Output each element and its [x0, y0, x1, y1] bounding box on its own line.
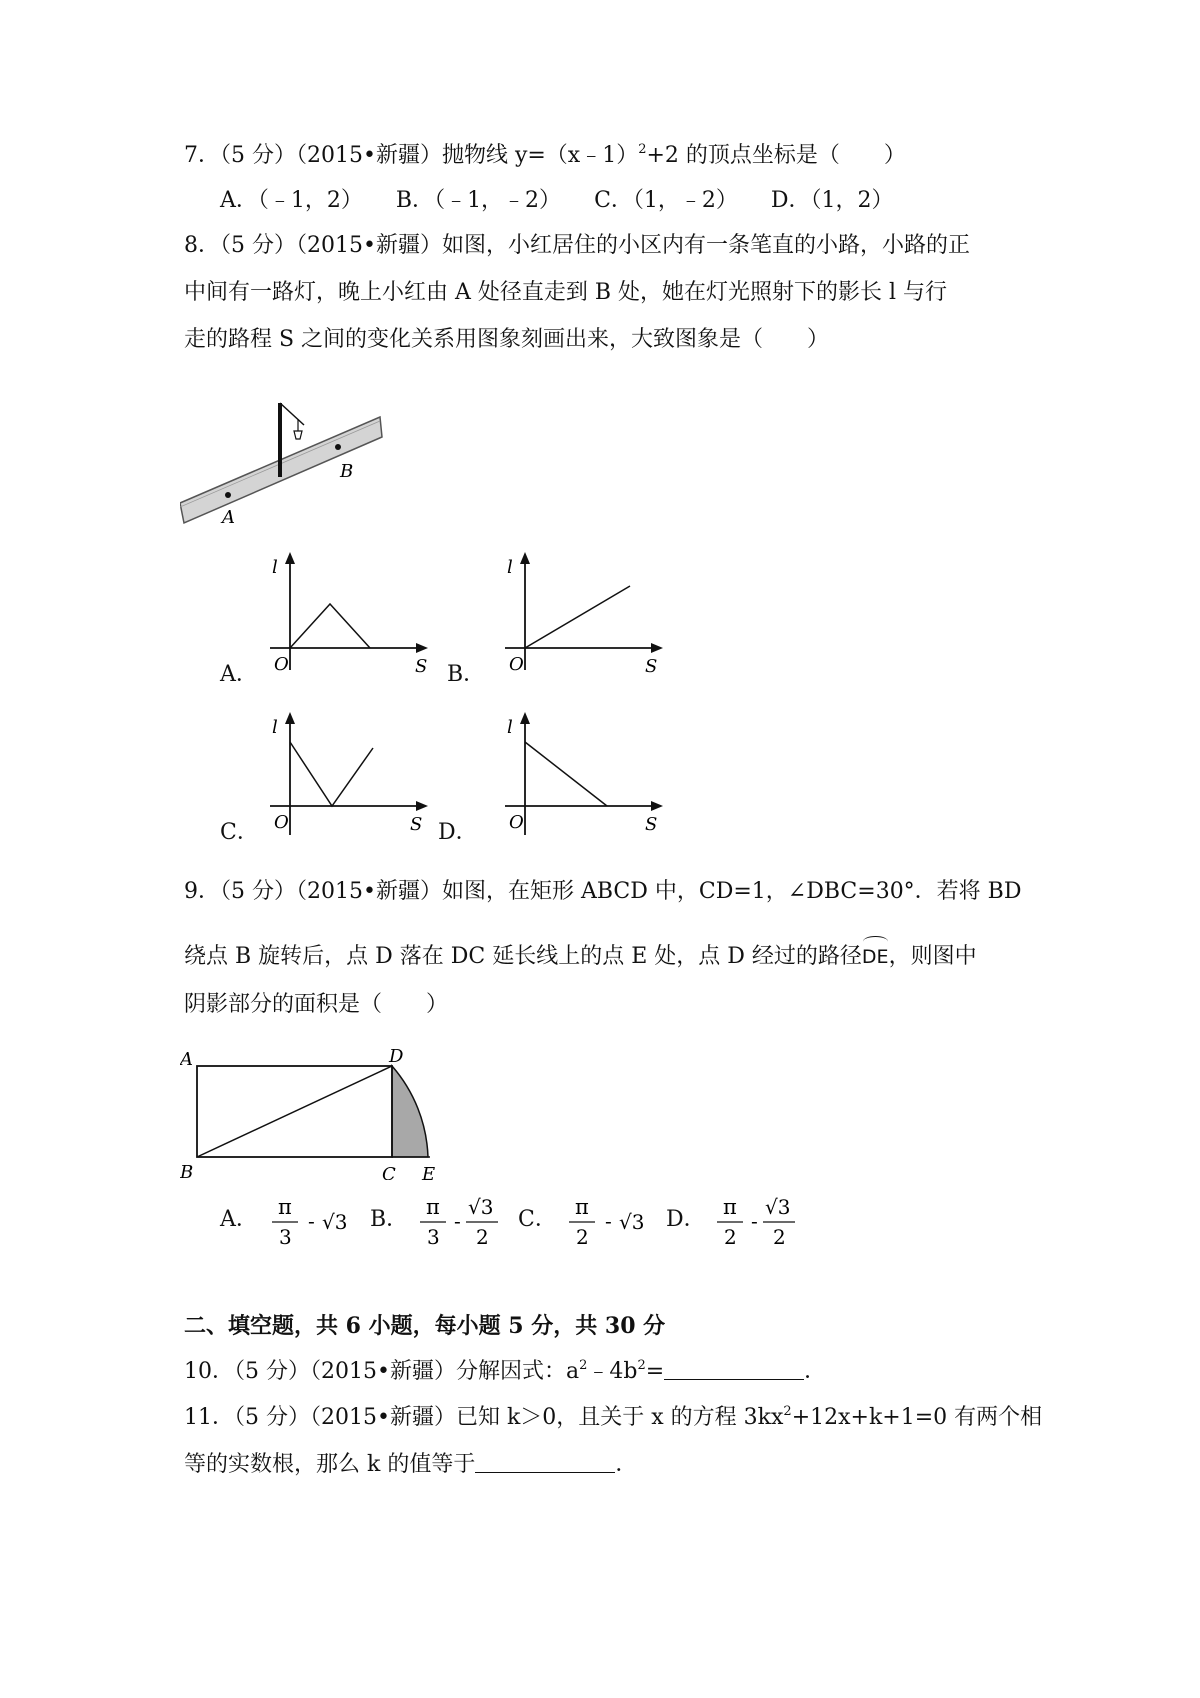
- graph-d-origin-label: O: [509, 812, 524, 833]
- q7-option-c[interactable]: C．（1，﹣2）: [594, 188, 738, 213]
- q9-option-b-expr: [416, 1192, 516, 1252]
- q9-option-c[interactable]: C．: [518, 1207, 557, 1232]
- svg-text:2: 2: [773, 1225, 786, 1249]
- q9-label-a: A: [180, 1049, 193, 1070]
- svg-text:π: π: [278, 1195, 292, 1219]
- q8-fig-label-b: B: [340, 461, 354, 482]
- svg-text:-: -: [605, 1209, 612, 1233]
- q8-line3: 走的路程 S 之间的变化关系用图象刻画出来，大致图象是（ ）: [184, 327, 830, 352]
- q7-text-after: +2 的顶点坐标是（ ）: [646, 143, 906, 168]
- svg-text:π: π: [426, 1195, 440, 1219]
- section-2-title: 二、填空题，共 6 小题，每小题 5 分，共 30 分: [184, 1313, 666, 1339]
- svg-text:-: -: [751, 1209, 758, 1233]
- graph-a-x-label: S: [415, 656, 428, 677]
- q9-label-b: B: [180, 1162, 194, 1180]
- svg-text:2: 2: [576, 1225, 589, 1249]
- graph-b-y-label: l: [507, 557, 513, 578]
- q9-label-d: D: [389, 1046, 404, 1067]
- graph-a-origin-label: O: [274, 654, 289, 675]
- svg-text:√3: √3: [619, 1210, 645, 1234]
- svg-text:2: 2: [476, 1225, 489, 1249]
- svg-text:2: 2: [724, 1225, 737, 1249]
- graph-b-x-label: S: [645, 656, 658, 677]
- q8-graph-b: [495, 550, 665, 685]
- q8-option-b[interactable]: B．: [447, 662, 486, 687]
- svg-text:π: π: [575, 1195, 589, 1219]
- q8-graph-c: [260, 710, 430, 845]
- q10-answer-blank[interactable]: [664, 1357, 804, 1380]
- graph-d-y-label: l: [507, 717, 513, 738]
- q7-option-d[interactable]: D．（1，2）: [770, 188, 894, 213]
- q7-stem: [184, 141, 906, 171]
- q9-option-c-expr: [565, 1192, 665, 1252]
- q8-graph-d: [495, 710, 665, 845]
- q7-option-b[interactable]: B．（﹣1，﹣2）: [395, 188, 562, 213]
- graph-c-x-label: S: [410, 814, 423, 835]
- svg-text:√3: √3: [468, 1195, 494, 1219]
- graph-b-origin-label: O: [509, 654, 524, 675]
- graph-c-origin-label: O: [274, 812, 289, 833]
- q7-text: 7．（5 分）（2015•新疆）抛物线 y=（x﹣1）: [184, 143, 639, 168]
- q7-option-a[interactable]: A．（﹣1，2）: [220, 188, 363, 213]
- q9-line2: 绕点 B 旋转后，点 D 落在 DC 延长线上的点 E 处，点 D 经过的路径DE，则图中: [184, 938, 977, 972]
- q9-label-e: E: [422, 1164, 436, 1180]
- graph-d-x-label: S: [645, 814, 658, 835]
- q9-option-a-expr: [268, 1192, 368, 1252]
- q8-option-c[interactable]: C．: [220, 820, 259, 845]
- graph-a-y-label: l: [272, 557, 278, 578]
- q11-line1: 11．（5 分）（2015•新疆）已知 k＞0，且关于 x 的方程 $3kx^2+12x+k+1=0$ 有两个相: [184, 1404, 1043, 1430]
- q9-option-d[interactable]: D．: [666, 1207, 706, 1232]
- q8-line2: 中间有一路灯，晚上小红由 A 处径直走到 B 处，她在灯光照射下的影长 l 与行: [184, 280, 948, 305]
- graph-c-y-label: l: [272, 717, 278, 738]
- svg-text:√3: √3: [765, 1195, 791, 1219]
- q8-fig-label-a: A: [222, 507, 235, 528]
- q9-option-d-expr: [713, 1192, 813, 1252]
- q8-line1: 8．（5 分）（2015•新疆）如图，小红居住的小区内有一条笔直的小路，小路的正: [184, 233, 970, 258]
- q9-option-a[interactable]: A．: [220, 1207, 258, 1232]
- svg-text:π: π: [723, 1195, 737, 1219]
- q8-option-a[interactable]: A．: [220, 662, 258, 687]
- q8-graph-a: [260, 550, 430, 685]
- q8-option-d[interactable]: D．: [438, 820, 478, 845]
- q7-options: [220, 186, 894, 216]
- svg-text:-: -: [454, 1209, 461, 1233]
- q9-line1: 9．（5 分）（2015•新疆）如图，在矩形 ABCD 中，CD=1，∠DBC=30°．若将 BD: [184, 879, 1022, 904]
- svg-text:√3: √3: [322, 1210, 348, 1234]
- q8-road-figure: [180, 395, 390, 530]
- q9-label-c: C: [382, 1164, 396, 1180]
- q9-option-b[interactable]: B．: [370, 1207, 409, 1232]
- svg-text:-: -: [308, 1209, 315, 1233]
- svg-text:3: 3: [427, 1225, 440, 1249]
- q9-line3: 阴影部分的面积是（ ）: [184, 992, 449, 1017]
- q11-answer-blank[interactable]: [475, 1450, 615, 1473]
- arc-de-label: DE: [862, 938, 889, 972]
- q10-stem: 10．（5 分）（2015•新疆）分解因式：$a^2﹣4b^2=$ ．: [184, 1358, 827, 1384]
- q11-line2: 等的实数根，那么 k 的值等于 ．: [184, 1452, 638, 1477]
- q9-rectangle-figure: [180, 1040, 450, 1180]
- svg-text:3: 3: [279, 1225, 292, 1249]
- q7-sup: 2: [638, 142, 647, 157]
